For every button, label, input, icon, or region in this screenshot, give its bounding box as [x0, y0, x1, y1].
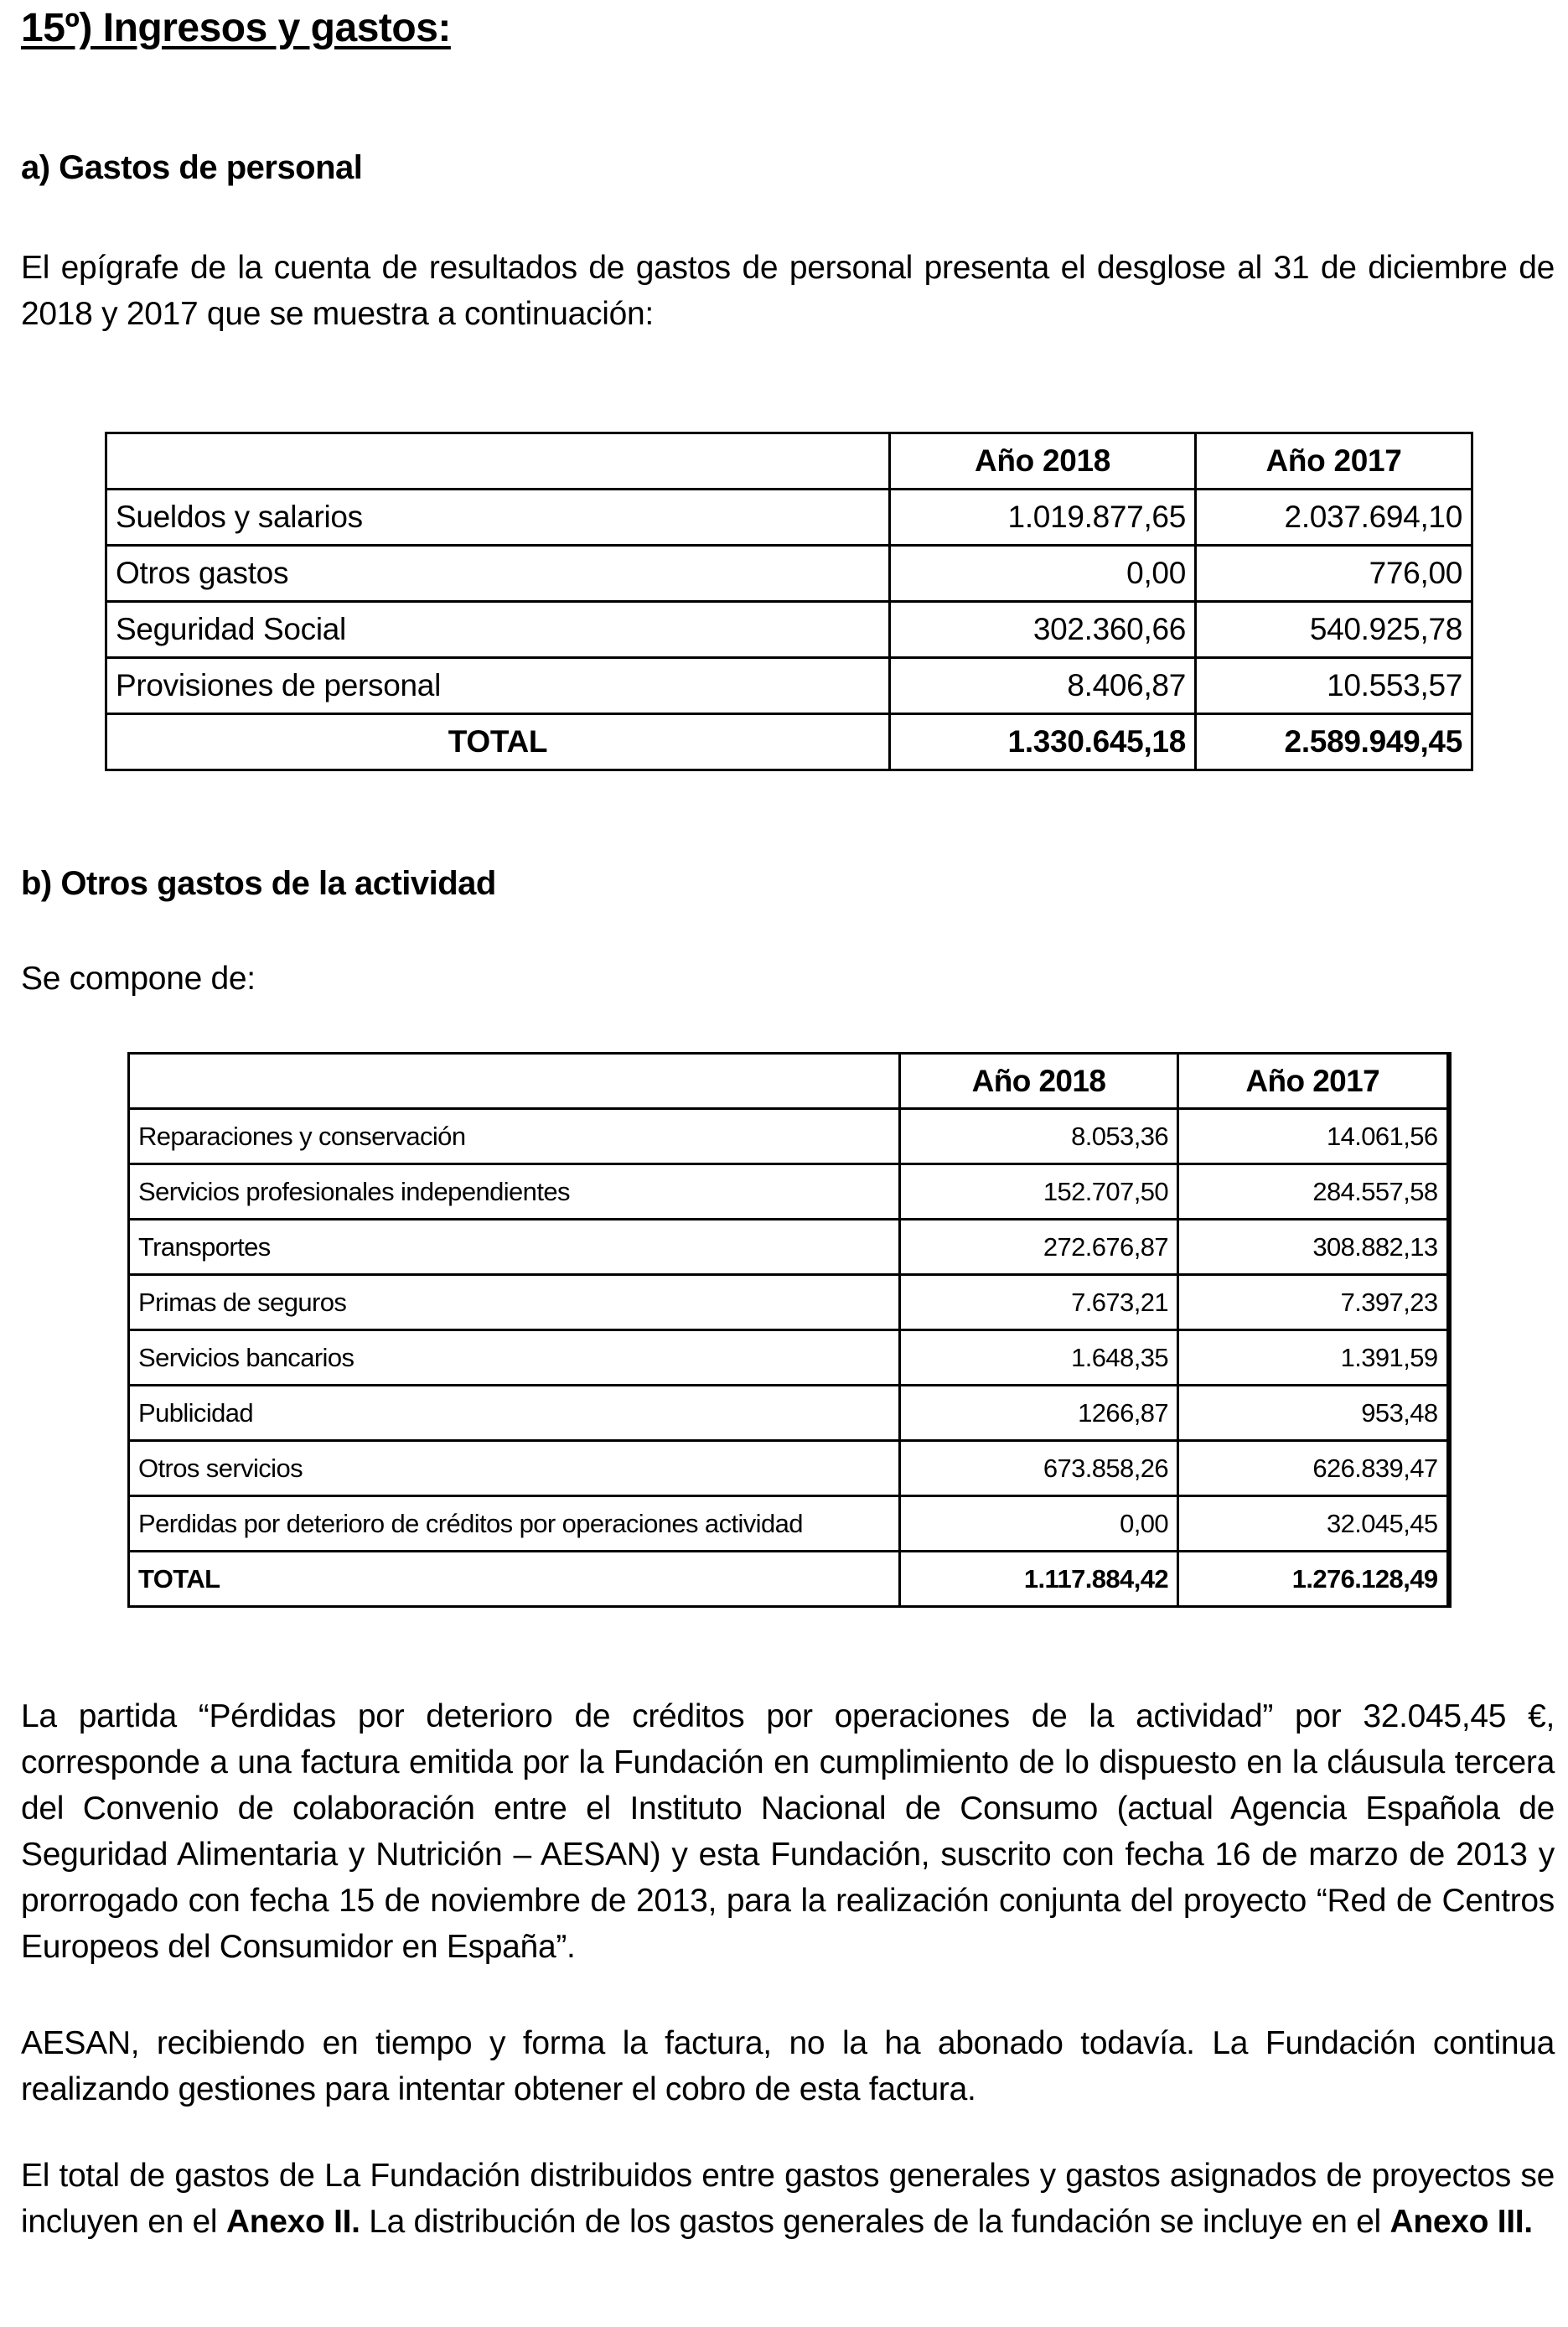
total-2018: 1.117.884,42	[900, 1552, 1178, 1607]
value-2017: 10.553,57	[1196, 658, 1472, 714]
table-total-row	[106, 714, 1472, 770]
value-2018: 0,00	[900, 1496, 1178, 1552]
table-total-row	[129, 1552, 1449, 1607]
row-label: Perdidas por deterioro de créditos por operaciones actividad	[129, 1496, 900, 1552]
table-row	[129, 1441, 1449, 1496]
value-2018: 673.858,26	[900, 1441, 1178, 1496]
header-label-cell	[129, 1054, 900, 1109]
header-year-2017: Año 2017	[1196, 433, 1472, 490]
value-2017: 1.391,59	[1178, 1330, 1449, 1386]
value-2017: 14.061,56	[1178, 1109, 1449, 1164]
value-2018: 8.053,36	[900, 1109, 1178, 1164]
table-row	[106, 658, 1472, 714]
paragraph-deterioration: La partida “Pérdidas por deterioro de créditos por operaciones de la actividad” por 32.045,45 €, corresponde a una factura emitida por la Fundación en cumplimiento de lo dispuesto en la cláusula tercera del Convenio de colaboración entre el Instituto Nacional de Consumo (actual Agencia Española de Seguridad Alimentaria y Nutrición – AESAN) y esta Fundación, suscrito con fecha 16 de marzo de 2013 y prorrogado con fecha 15 de noviembre de 2013, para la realización conjunta del proyecto “Red de Centros Europeos del Consumidor en España”.	[21, 1698, 1555, 1965]
table-row	[106, 490, 1472, 546]
table-header-row	[129, 1054, 1449, 1109]
value-2017: 953,48	[1178, 1386, 1449, 1441]
table-header-row	[106, 433, 1472, 490]
table-row	[129, 1220, 1449, 1275]
row-label: Sueldos y salarios	[106, 490, 890, 546]
row-label: Provisiones de personal	[106, 658, 890, 714]
value-2017: 540.925,78	[1196, 602, 1472, 658]
value-2017: 626.839,47	[1178, 1441, 1449, 1496]
row-label: Servicios bancarios	[129, 1330, 900, 1386]
paragraph-aesan: AESAN, recibiendo en tiempo y forma la factura, no la ha abonado todavía. La Fundación continua realizando gestiones para intentar obtener el cobro de esta factura.	[21, 2025, 1555, 2107]
row-label: Servicios profesionales independientes	[129, 1164, 900, 1220]
section-a-heading: a) Gastos de personal	[21, 149, 363, 186]
total-2017: 1.276.128,49	[1178, 1552, 1449, 1607]
annex-text-2: La distribución de los gastos generales de la fundación se incluye en el	[360, 2204, 1390, 2240]
value-2018: 1.648,35	[900, 1330, 1178, 1386]
value-2018: 8.406,87	[890, 658, 1196, 714]
section-a-intro: El epígrafe de la cuenta de resultados de gastos de personal presenta el desglose al 31 de diciembre de 2018 y 2017 que se muestra a continuación:	[21, 250, 1555, 332]
total-2017: 2.589.949,45	[1196, 714, 1472, 770]
value-2017: 284.557,58	[1178, 1164, 1449, 1220]
header-year-2018: Año 2018	[890, 433, 1196, 490]
annex-iii-link-text: Anexo III.	[1389, 2204, 1533, 2240]
table-row	[129, 1330, 1449, 1386]
value-2018: 7.673,21	[900, 1275, 1178, 1330]
table-row	[129, 1496, 1449, 1552]
value-2017: 776,00	[1196, 546, 1472, 602]
value-2018: 152.707,50	[900, 1164, 1178, 1220]
section-b-heading: b) Otros gastos de la actividad	[21, 865, 496, 902]
paragraph-annexes	[21, 2153, 1555, 2245]
total-label: TOTAL	[106, 714, 890, 770]
table-row	[129, 1164, 1449, 1220]
page-title: 15º) Ingresos y gastos:	[21, 6, 451, 50]
personnel-expenses-table	[105, 432, 1473, 771]
value-2018: 302.360,66	[890, 602, 1196, 658]
header-year-2017: Año 2017	[1178, 1054, 1449, 1109]
table-row	[129, 1386, 1449, 1441]
header-label-cell	[106, 433, 890, 490]
header-year-2018: Año 2018	[900, 1054, 1178, 1109]
row-label: Primas de seguros	[129, 1275, 900, 1330]
value-2018: 1266,87	[900, 1386, 1178, 1441]
total-2018: 1.330.645,18	[890, 714, 1196, 770]
annex-text-1: El total de gastos de La Fundación distribuidos entre gastos generales y gastos asignados de proyectos se incluyen en el	[21, 2158, 1555, 2240]
section-b-intro: Se compone de:	[21, 961, 256, 997]
value-2018: 0,00	[890, 546, 1196, 602]
value-2017: 7.397,23	[1178, 1275, 1449, 1330]
value-2018: 1.019.877,65	[890, 490, 1196, 546]
value-2017: 308.882,13	[1178, 1220, 1449, 1275]
row-label: Otros gastos	[106, 546, 890, 602]
value-2017: 2.037.694,10	[1196, 490, 1472, 546]
value-2017: 32.045,45	[1178, 1496, 1449, 1552]
row-label: Publicidad	[129, 1386, 900, 1441]
table-row	[106, 546, 1472, 602]
row-label: Seguridad Social	[106, 602, 890, 658]
row-label: Transportes	[129, 1220, 900, 1275]
row-label: Reparaciones y conservación	[129, 1109, 900, 1164]
other-activity-expenses-table	[127, 1052, 1452, 1608]
table-row	[129, 1109, 1449, 1164]
value-2018: 272.676,87	[900, 1220, 1178, 1275]
total-label: TOTAL	[129, 1552, 900, 1607]
table-row	[106, 602, 1472, 658]
table-row	[129, 1275, 1449, 1330]
row-label: Otros servicios	[129, 1441, 900, 1496]
annex-ii-link-text: Anexo II.	[225, 2204, 360, 2240]
